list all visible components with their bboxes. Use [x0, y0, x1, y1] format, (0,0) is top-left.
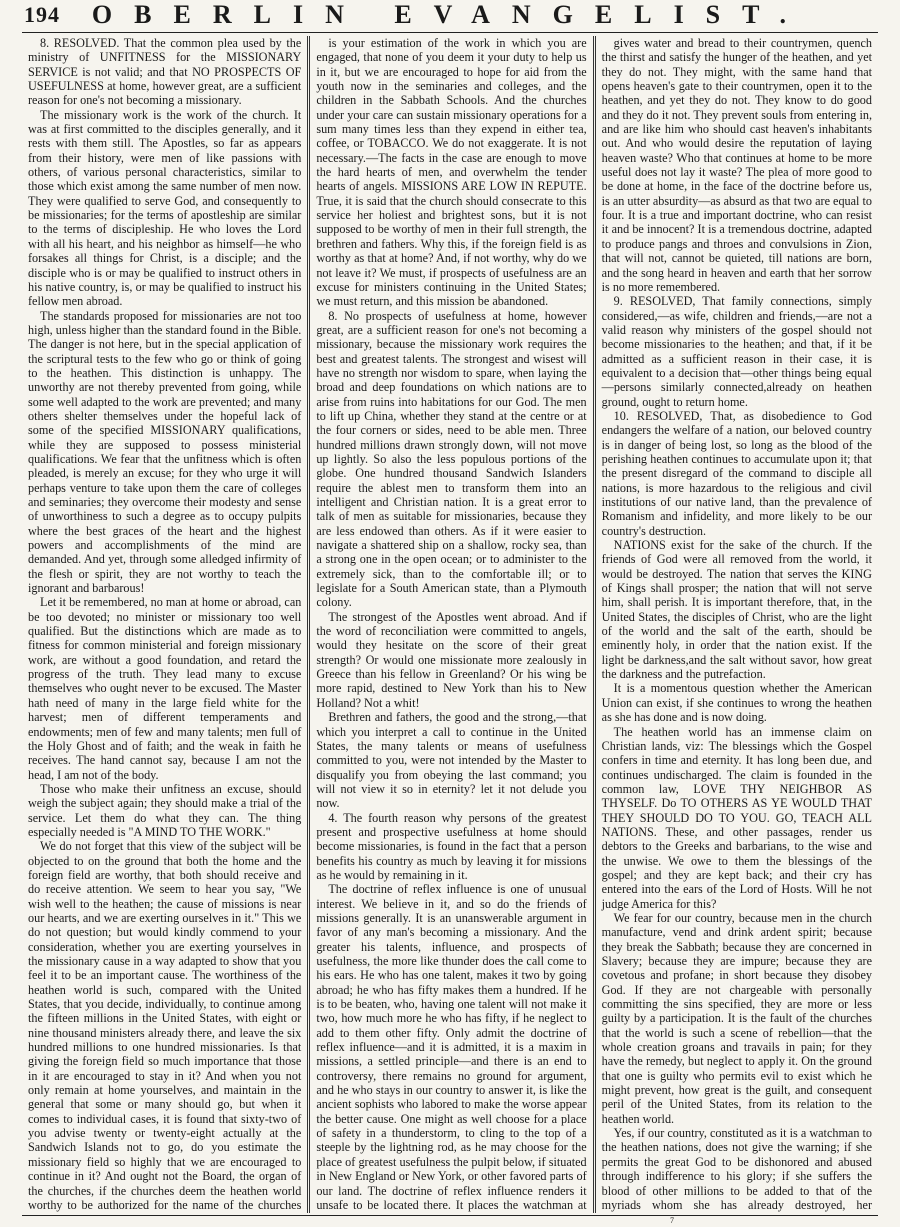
- paragraph: 10. RESOLVED, That, as disobedience to God endangers the welfare of a nation, our beloved country is in danger of being lost, so long as the blood of the perishing heathen continues to accumulate upon it; that the present disregard of the command to disciple all nations, is more hazardous to the religious and civil institutions of our native land, than the prevalence of Romanism and infidelity, and more likely to be our country's destruction.: [601, 408, 872, 538]
- header-rule: [22, 32, 878, 33]
- footer-rule: [22, 1215, 878, 1216]
- paragraph: 8. RESOLVED. That the common plea used by the ministry of UNFITNESS for the MISSIONARY SERVICE is not valid; and that NO PROSPECTS OF USEFULNESS at home, however great, are a sufficient reason for one's not becoming a missionary.: [28, 36, 302, 108]
- paragraph: The doctrine of reflex influence is one of unusual interest. We believe in it, and so do the friends of missions generally. It is an unanswerable argument in favor of any man's becoming a missionary. And the greater his talents, influence, and prospects of usefulness, the more like thunder does the call come to his ears. He who has one talent, makes it two by going abroad; he who has fifty makes them a hundred. If he is to be beaten, who, having one talent will not make it two, how much more he who has fifty, if he neglect to add to them other fifty. Only admit the doctrine of reflex influence—and it is admitted, it is a maxim in missions, a settled principle—and there is an end to controversy, there remains no ground for argument, and he who stays in our country to answer it, is like the ancient sophists who labored to make the worse appear the better cause. One might as well choose for a place of safety in a thunderstorm, to cling to the top of a steeple by the lightning rod, as he may choose for the place of greatest usefulness the pulpit below, if situated in New England or New York, or other favored parts of our land. The doctrine of reflex influence renders it unsafe to be located there. It places the watchman at: [316, 882, 587, 1212]
- column-2: [307, 36, 592, 1213]
- paragraph: 4. The fourth reason why persons of the greatest present and prospective usefulness at home should become missionaries, is found in the fact that a person benefits his country as much by leaving it for missions as he would by remaining in it.: [316, 810, 587, 882]
- paragraph: 9. RESOLVED, That family connections, simply considered,—as wife, children and friends,—are not a valid reason why ministers of the gospel should not become missionaries to the heathen; and that, if it be admitted as a sufficient reason in their case, it is equivalent to a decision that—other things being equal—persons similarly connected,already on heathen ground, ought to return home.: [601, 294, 872, 409]
- paragraph: We do not forget that this view of the subject will be objected to on the ground that both the home and the foreign field are worthy, that both should receive and do receive attention. We seem to hear you say, "We wish well to the heathen; the cause of missions is near our hearts, and we are exerting ourselves in it." This we do not question; but would kindly commend to your consideration, whether you are exerting yourselves in the missionary cause in a way adapted to show that you feel it to be an important cause. The worthiness of the heathen world is such, compared with the United States, that you decide, individually, to continue among the fifteen millions in the United States, with eight or nine thousand ministers already there, and leave the six hundred millions to one hundred missionaries. Is that giving the foreign field so much importance that those in it are encouraged to stay in it? And when you not only remain at home yourselves, and maintain in the general that some or many should go, but when it comes to individual cases, it is found that sixty-two of you advise twenty or twenty-eight actually at the Sandwich Islands not to go, do you estimate the missionary field so highly that we are encouraged to continue in it? And ought not the Board, the organ of the churches, if the churches deem the heathen world worthy to be authorized for the name of the churches: [28, 839, 302, 1212]
- paragraph: Those who make their unfitness an excuse, should weigh the subject again; they should make a trial of the service. Let them do what they can. The thing especially needed is "A MIND TO THE WORK.": [28, 781, 302, 839]
- text-columns: [22, 36, 878, 1213]
- paragraph: Brethren and fathers, the good and the strong,—that which you interpret a call to continue in the United States, the many talents or means of usefulness committed to you, were not intended by the Master to disqualify you from obeying the last command; you will not view it so in eternity? let it not delude you now.: [316, 710, 587, 811]
- paragraph: 8. No prospects of usefulness at home, however great, are a sufficient reason for one's not becoming a missionary, because the missionary work requires the best and greatest talents. The strongest and wisest will have no strength nor wisdom to spare, when laying the broad and deep foundations on which nations are to arise from ruins into habitations for our God. The men to lift up China, whether they stand at the centre or at the four corners or sides, need to be able men. Three hundred millions drawn strongly down, will not move up lightly. So also the less populous portions of the globe. One hundred thousand Sandwich Islanders require the ablest men to transform them into an intelligent and Christian nation. It is a great error to talk of men as suitable for missionaries, because they are less endowed than others. As if it were easier to navigate a shattered ship on a shallow, rocky sea, than a strong one in the open ocean; or to administer to the extremely sick, than to the comfortable ill; or to legislate for a South American state, than a Plymouth colony.: [316, 308, 587, 610]
- paragraph: The missionary work is the work of the church. It was at first committed to the disciples generally, and it rests with them still. The Apostles, so far as appears from their history, were men of like passions with others, of various personal characteristics, similar to those which exist among the same number of men now. They were qualified to serve God, and consequently to be missionaries; for the terms of apostleship are similar to the terms of discipleship. He who loves the Lord with all his heart, and his neighbor as himself—he who forsakes all things for Christ, is a disciple; and the disciple who is or may be qualified to instruct others in his native country, is, or may be qualified to instruct his fellow men abroad.: [28, 107, 302, 309]
- paragraph: Let it be remembered, no man at home or abroad, can be too devoted; no minister or missionary too well qualified. But the distinctions which are made as to fitness for common ministerial and foreign missionary work, are without a good foundation, and retard the progress of the truth. They lead many to excuse themselves who ought never to be excused. The Master hath need of many in the large field white for the harvest; men of different temperaments and endowments; men of few and many talents; men full of the Holy Ghost and of faith; and the weak in faith he receives. The hand cannot say, because I am not the head, I am not of the body.: [28, 595, 302, 782]
- paragraph: is your estimation of the work in which you are engaged, that none of you deem it your duty to help us in it, but we are encouraged to hope for aid from the youth now in the seminaries and colleges, and the children in the Sabbath Schools. And the churches under your care can sustain missionary operations for a sum many times less than they expend in either tea, coffee, or TOBACCO. We do not exaggerate. It is not necessary.—The facts in the case are enough to move the hard hearts of men, and overwhelm the tender hearts of angels. MISSIONS ARE LOW IN REPUTE. True, it is said that the church should consecrate to this service her holiest and brightest sons, but it is not supposed to be worthy of men in their full strength, the brethren and fathers. Why this, if the foreign field is as worthy as that at home? And, if not worthy, why do we not leave it? We must, if prospects of usefulness are an excuse for ministers continuing in the United States; we must return, and this mission be abandoned.: [316, 36, 587, 309]
- column-3: [593, 36, 878, 1213]
- running-title: OBERLIN EVANGELIST.: [91, 0, 809, 29]
- paragraph: We fear for our country, because men in the church manufacture, vend and drink ardent spirit; because they break the Sabbath; because they are concerned in Slavery; because they are impure; because they are covetous and profane; in short because they disobey God. If they are not chargeable with personally committing the sins specified, they are more or less guilty by a participation. It is the fault of the churches that the world is such a scene of rebellion—that the whole creation groans and travails in pain; for they have the remedy, but neglect to apply it. On the ground that one is guilty who permits evil to exist which he might prevent, how great is the guilt, and consequent peril of the United States, from its relation to the heathen world.: [601, 910, 872, 1126]
- paragraph: NATIONS exist for the sake of the church. If the friends of God were all removed from the world, it would be destroyed. The nation that serves the KING of Kings shall prosper; the nation that will not serve him, shall perish. It is important therefore, that, in the United States, the disciples of Christ, who are the light of the world and the salt of the earth, should be eminently holy, in order that the nation exist. If the light be darkness,and the salt without savor, how great the darkness and the putrefaction.: [601, 538, 872, 682]
- page-number: 194: [24, 2, 60, 27]
- paragraph: Yes, if our country, constituted as it is a watchman to the heathen nations, does not give the warning; if she permits the great God to be dishonored and abused through indifference to his glory; if she suffers the blood of other millions to be added to that of the myriads whom she has already destroyed, her: [601, 1126, 872, 1212]
- footer-mark: 7: [670, 1216, 674, 1225]
- column-1: [22, 36, 307, 1213]
- masthead: [0, 0, 900, 34]
- paragraph: It is a momentous question whether the American Union can exist, if she continues to wrong the heathen as she has done and is now doing.: [601, 681, 872, 725]
- paragraph: The strongest of the Apostles went abroad. And if the word of reconciliation were committed to angels, would they hesitate on the score of their great strength? Or would one missionate more zealously in Greece than his fellow in Greenland? Or his wing be more rapid, destined to New York than his to New Holland? Not a whit!: [316, 609, 587, 710]
- paragraph: The heathen world has an immense claim on Christian lands, viz: The blessings which the Gospel confers in time and eternity. It has long been due, and continues undischarged. The claim is founded in the common law, LOVE THY NEIGHBOR AS THYSELF. Do TO OTHERS AS YE WOULD THAT THEY SHOULD DO TO YOU. GO, TEACH ALL NATIONS. These, and other passages, render us debtors to the Greeks and barbarians, to the wise and the unwise. We owe to them the blessings of the gospel; and they are kept back; and their cry has entered into the ears of the Lord of Hosts. Will he not judge America for this?: [601, 724, 872, 911]
- paragraph: The standards proposed for missionaries are not too high, unless higher than the standard found in the Bible. The danger is not here, but in the special application of the scriptural tests to the few who go or think of going to the heathen. This distinction is unhappy. The unworthy are not thereby prevented from going, while some well adapted to the work are prevented; and many others shelter themselves under the hopeful lack of some of the specified MISSIONARY qualifications, while they are supposed to possess ministerial qualifications. We fear that the unfitness which is often pleaded, is merely an excuse; for they who urge it will perhaps venture to take upon them the care of colleges and seminaries; they overcome their modesty and sense of unworthiness to such a degree as to occupy pulpits where the best graces of the heart and the highest powers and accomplishments of the mind are demanded. And yet, through some alledged infirmity of the flesh or spirit, they are not worthy to teach the ignorant and barbarous!: [28, 308, 302, 596]
- paragraph: gives water and bread to their countrymen, quench the thirst and satisfy the hunger of the heathen, and yet they do not. They might, with the same hand that opens heaven's gate to their countrymen, open it to the heathen, and yet they do not. They know to do good and they do it not. They prevent souls from entering in, and are like him who should cast heaven's inhabitants out. And who would desire the reputation of laying heaven waste? Who that continues at home to be more useful does not lay it waste? The plea of more good to be done at home, in the face of the doctrine before us, is an utter absurdity—as absurd as that two are equal to four. It is a true and important doctrine, who can resist it and be innocent? It is a tremendous doctrine, adapted to produce pangs and throes and convulsions in Zion, that will not, cannot be quieted, till nations are born, and the song heard in heaven and earth that her sorrow is no more remembered.: [601, 36, 872, 294]
